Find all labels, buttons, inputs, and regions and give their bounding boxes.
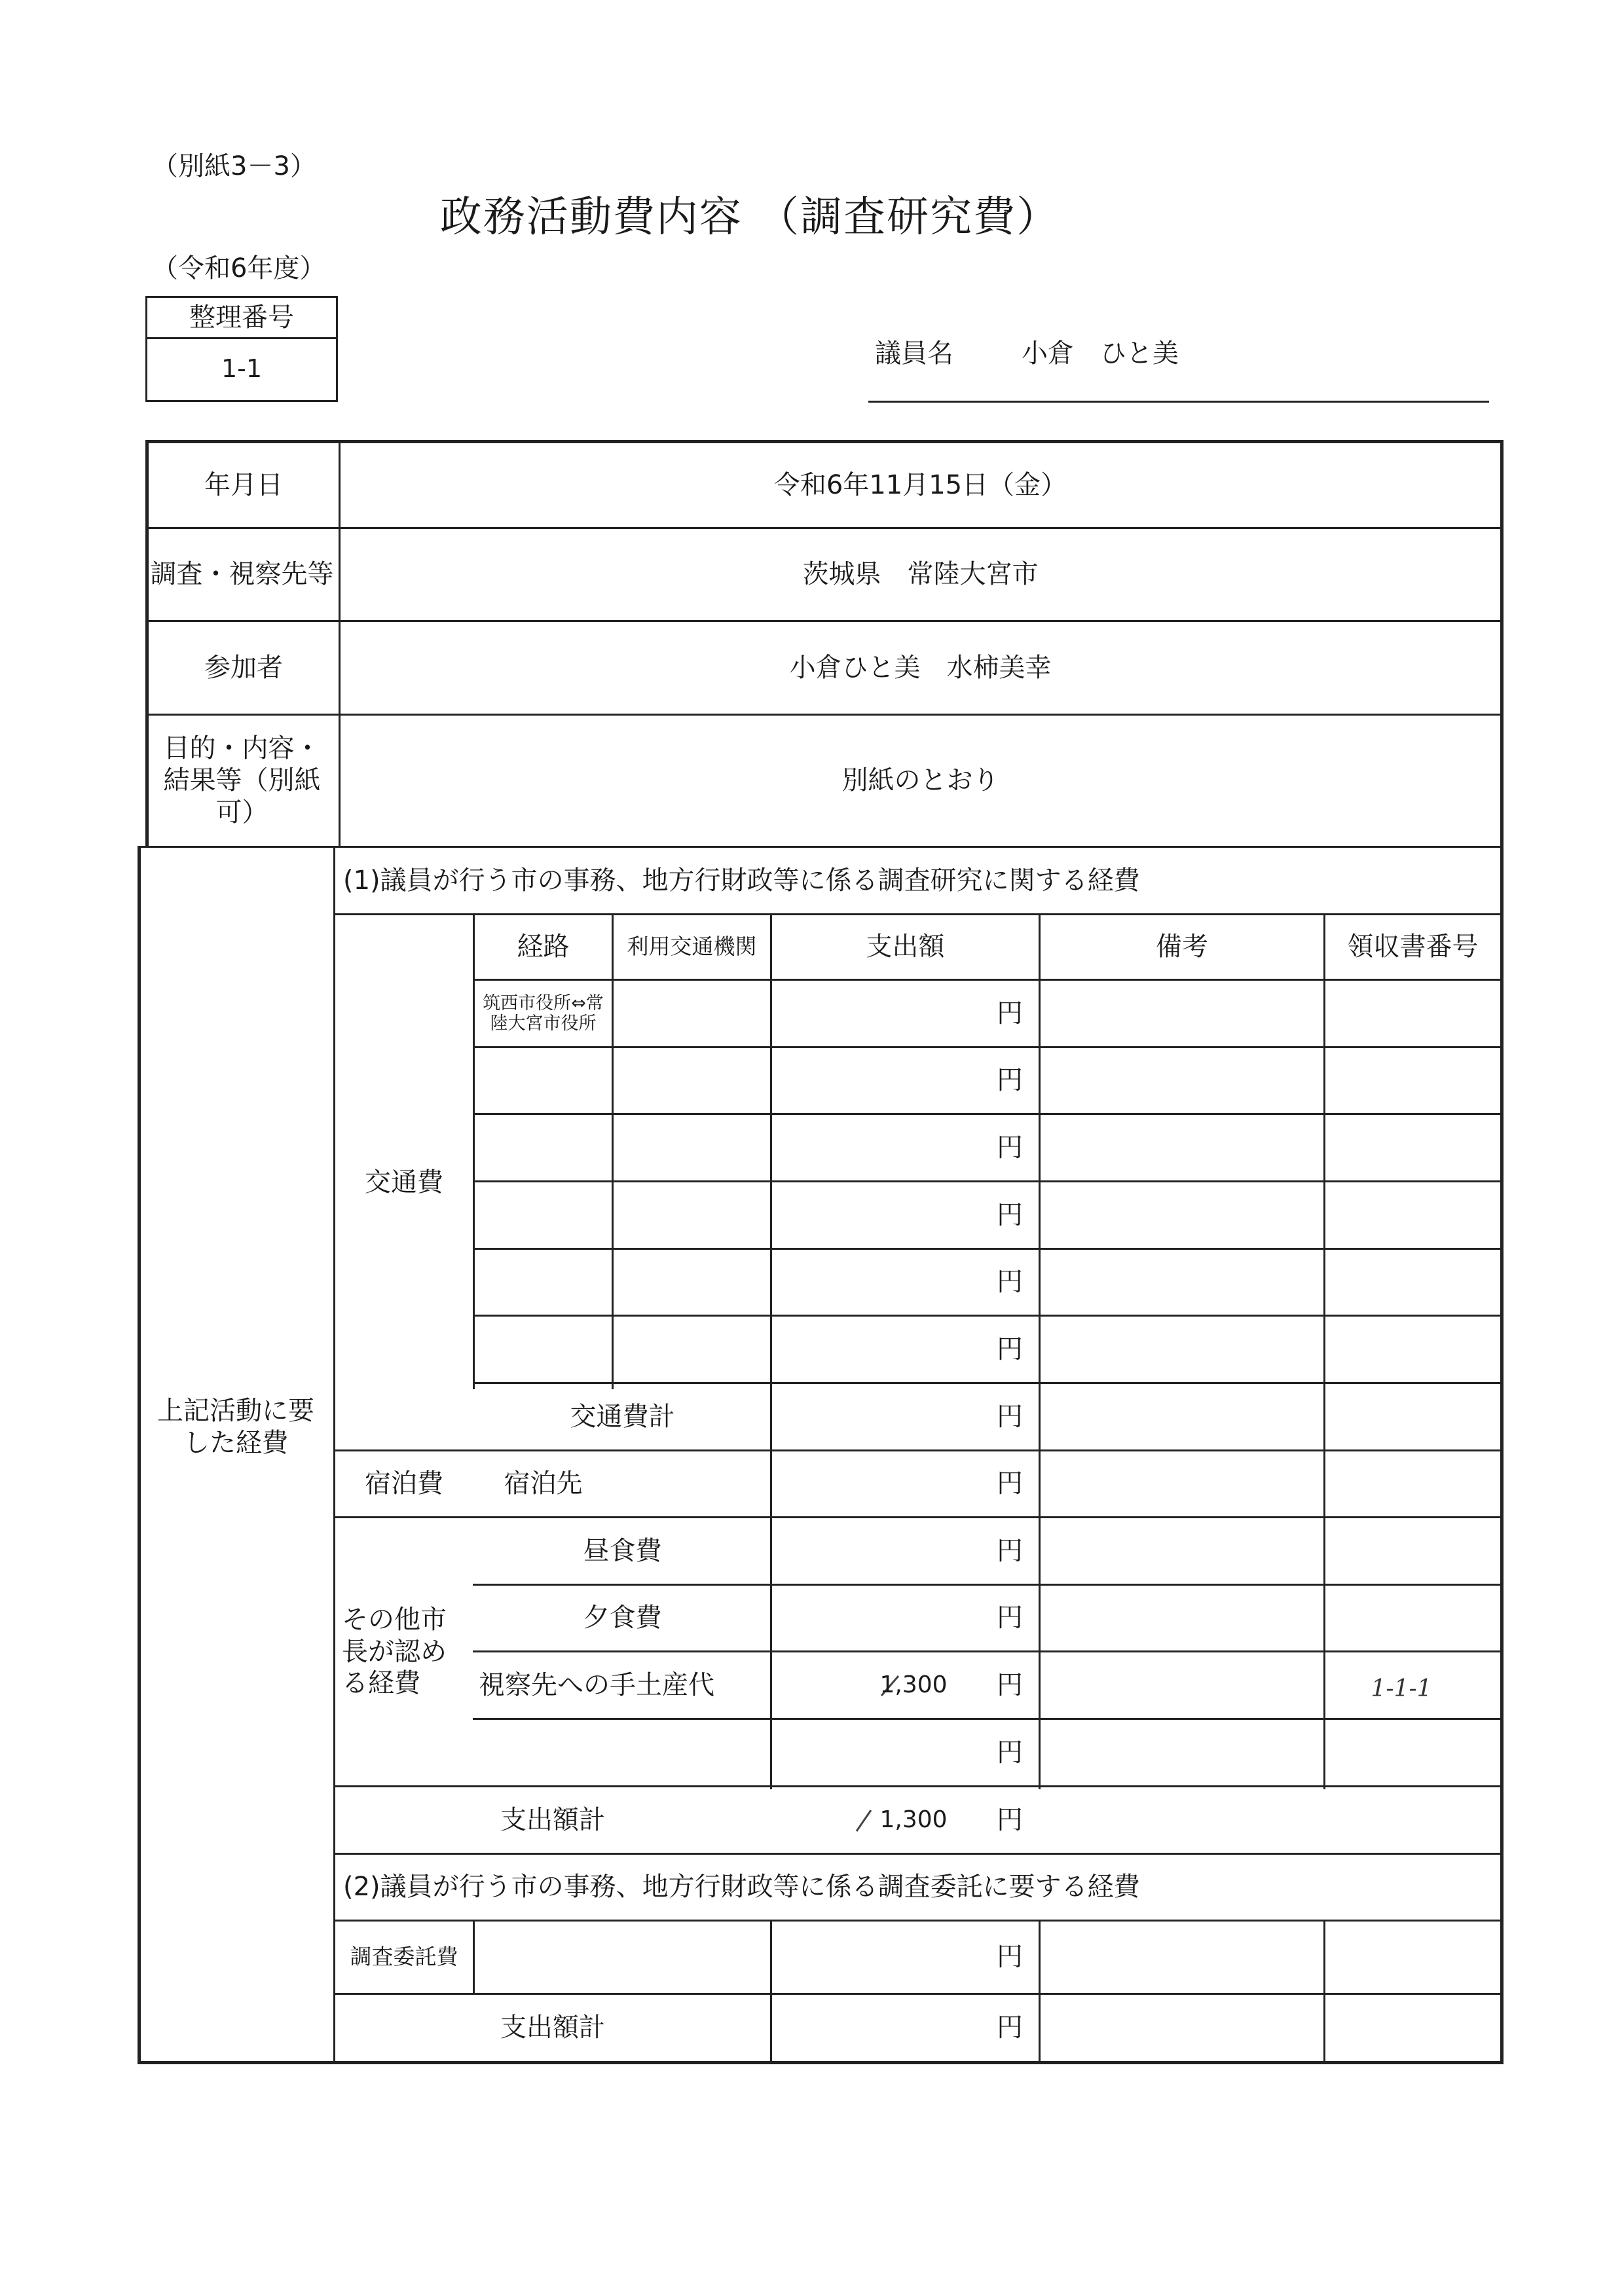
transport-yen: 円 — [997, 1267, 1023, 1298]
other-expenses-label: その他市長が認める経費 — [342, 1604, 447, 1699]
lodging-place-label: 宿泊先 — [504, 1468, 583, 1499]
subtotal1-amount: 1,300 — [879, 1806, 948, 1834]
member-name-value: 小倉 ひと美 — [1022, 338, 1179, 369]
lodging-label: 宿泊費 — [365, 1468, 443, 1499]
serial-number-box — [145, 296, 338, 402]
col-receipt: 領収書番号 — [1347, 932, 1479, 962]
other-yen: 円 — [997, 1669, 1023, 1700]
transport-yen: 円 — [997, 1334, 1023, 1364]
transport-label: 交通費 — [365, 1167, 443, 1197]
other-item: 夕食費 — [583, 1603, 662, 1633]
other-amount: 1,300 — [879, 1671, 948, 1699]
participants-label: 参加者 — [204, 652, 283, 683]
col-transport: 利用交通機関 — [627, 934, 757, 960]
transport-total-label: 交通費計 — [570, 1401, 675, 1432]
other-yen: 円 — [997, 1737, 1023, 1768]
other-yen: 円 — [997, 1535, 1023, 1566]
fiscal-year: （令和6年度） — [152, 253, 326, 283]
commission-label: 調査委託費 — [350, 1944, 458, 1970]
subtotal1-yen: 円 — [997, 1804, 1023, 1835]
subtotal2-label: 支出額計 — [500, 2013, 605, 2043]
subtotal1-label: 支出額計 — [500, 1804, 605, 1835]
transport-yen: 円 — [997, 1132, 1023, 1163]
transport-total-yen: 円 — [997, 1401, 1023, 1432]
page-title: 政務活動費内容 （調査研究費） — [439, 193, 1060, 242]
purpose-value: 別紙のとおり — [841, 765, 999, 796]
place-label: 調査・視察先等 — [150, 559, 334, 590]
date-label: 年月日 — [204, 469, 283, 500]
commission-yen: 円 — [997, 1942, 1023, 1973]
other-item: 視察先への手土産代 — [479, 1669, 714, 1700]
transport-route: 筑西市役所⇔常陸大宮市役所 — [483, 993, 604, 1034]
other-yen: 円 — [997, 1603, 1023, 1633]
member-name-label: 議員名 — [875, 338, 953, 369]
col-amount: 支出額 — [866, 932, 945, 962]
transport-yen: 円 — [997, 998, 1023, 1029]
col-note: 備考 — [1156, 932, 1208, 962]
expenses-section-label: 上記活動に要した経費 — [157, 1396, 314, 1458]
other-item: 昼食費 — [583, 1535, 662, 1566]
section2-title: (2)議員が行う市の事務、地方行財政等に係る調査委託に要する経費 — [343, 1872, 1140, 1903]
subtotal2-yen: 円 — [997, 2013, 1023, 2043]
purpose-label: 目的・内容・結果等（別紙可） — [163, 733, 321, 828]
transport-yen: 円 — [997, 1199, 1023, 1230]
serial-number-value: 1-1 — [221, 354, 263, 383]
section1-title: (1)議員が行う市の事務、地方行財政等に係る調査研究に関する経費 — [343, 865, 1140, 896]
transport-yen: 円 — [997, 1065, 1023, 1096]
attachment-number: （別紙3－3） — [152, 151, 316, 181]
date-value: 令和6年11月15日（金） — [773, 469, 1067, 500]
other-receipt-number: 1-1-1 — [1371, 1675, 1432, 1703]
participants-value: 小倉ひと美 水柿美幸 — [789, 652, 1052, 683]
col-route: 経路 — [517, 932, 570, 962]
member-name-underline — [868, 401, 1489, 403]
place-value: 茨城県 常陸大宮市 — [802, 559, 1039, 590]
lodging-yen: 円 — [997, 1468, 1023, 1499]
serial-number-label: 整理番号 — [147, 298, 336, 339]
